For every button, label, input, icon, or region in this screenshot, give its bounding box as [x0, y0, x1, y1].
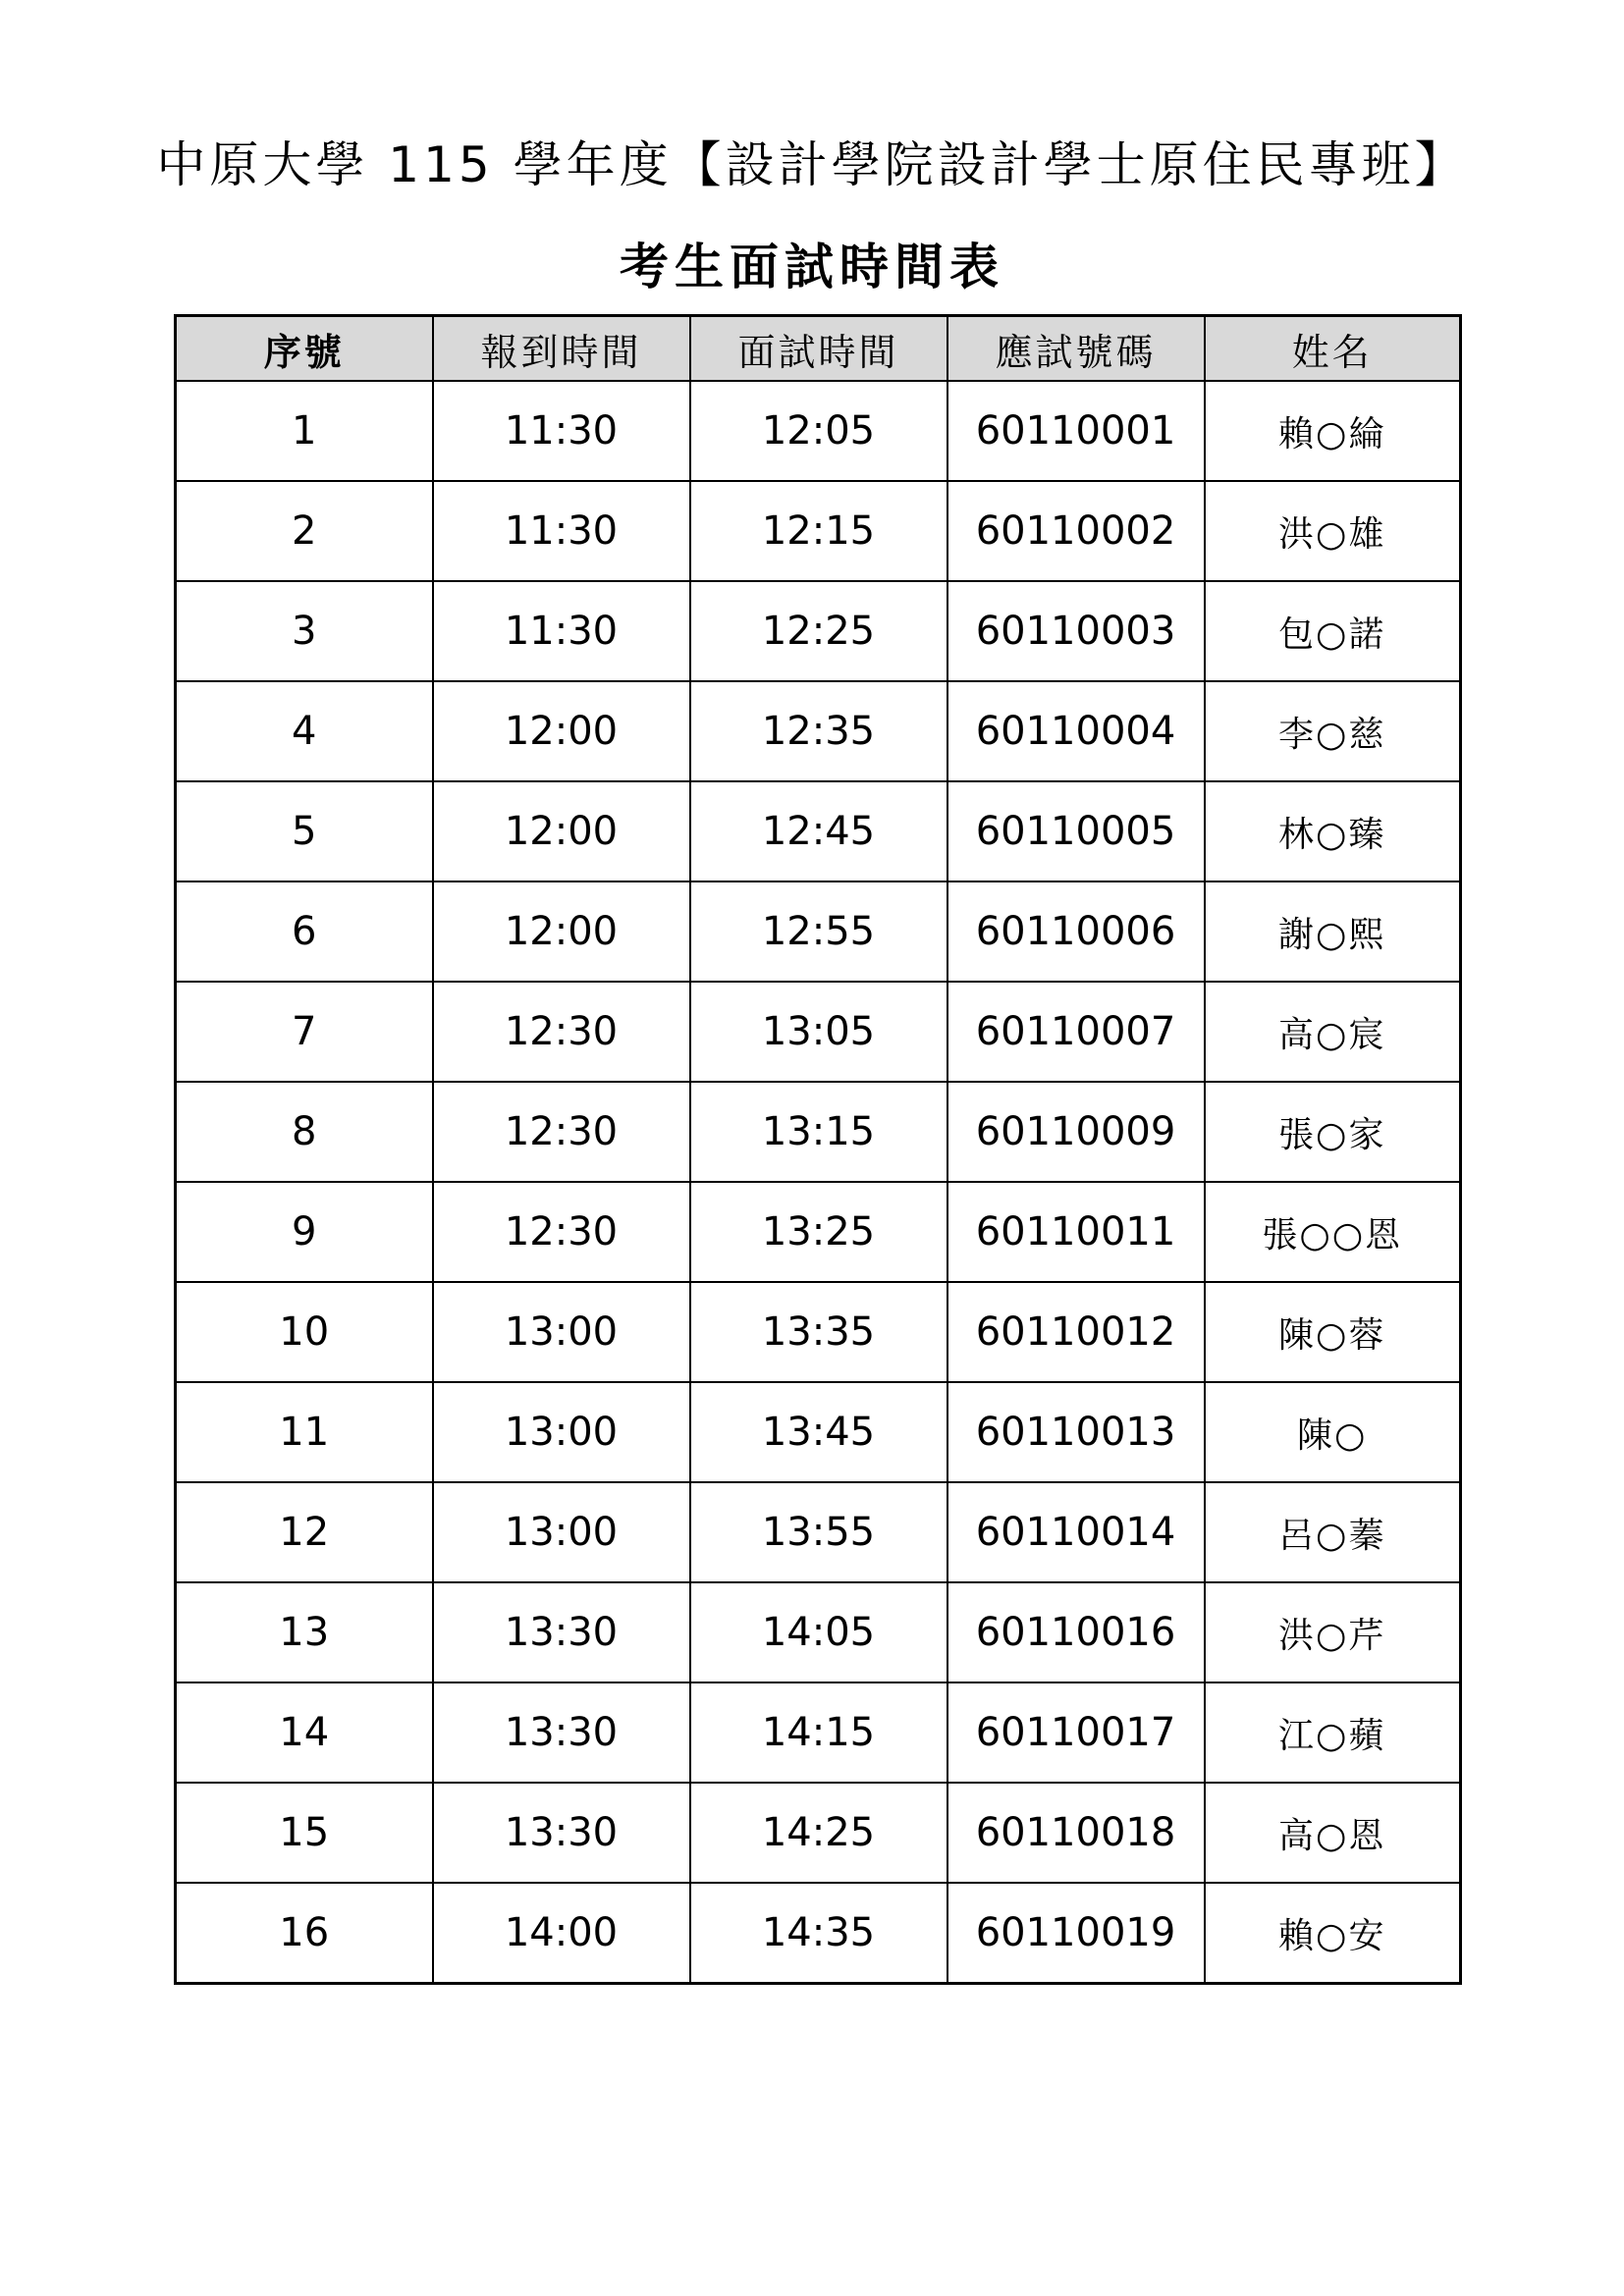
cell-exam-number: 60110009 — [947, 1082, 1205, 1182]
cell-serial-number: 11 — [176, 1382, 433, 1482]
cell-name: 洪○雄 — [1205, 481, 1461, 581]
cell-interview-time: 12:15 — [690, 481, 947, 581]
cell-checkin-time: 12:30 — [433, 1082, 690, 1182]
cell-name: 林○臻 — [1205, 781, 1461, 881]
cell-serial-number: 3 — [176, 581, 433, 681]
cell-name: 賴○安 — [1205, 1883, 1461, 1984]
cell-serial-number: 2 — [176, 481, 433, 581]
cell-interview-time: 12:05 — [690, 381, 947, 481]
cell-exam-number: 60110013 — [947, 1382, 1205, 1482]
table-body — [176, 381, 1461, 1984]
cell-exam-number: 60110016 — [947, 1582, 1205, 1682]
table-row — [176, 982, 1461, 1082]
cell-checkin-time: 13:30 — [433, 1783, 690, 1883]
cell-interview-time: 14:25 — [690, 1783, 947, 1883]
cell-serial-number: 8 — [176, 1082, 433, 1182]
table-row — [176, 381, 1461, 481]
cell-interview-time: 13:05 — [690, 982, 947, 1082]
cell-interview-time: 13:35 — [690, 1282, 947, 1382]
cell-serial-number: 13 — [176, 1582, 433, 1682]
cell-serial-number: 7 — [176, 982, 433, 1082]
cell-name: 呂○蓁 — [1205, 1482, 1461, 1582]
cell-name: 賴○綸 — [1205, 381, 1461, 481]
cell-interview-time: 12:55 — [690, 881, 947, 982]
cell-interview-time: 14:15 — [690, 1682, 947, 1783]
table-row — [176, 1082, 1461, 1182]
cell-serial-number: 1 — [176, 381, 433, 481]
cell-interview-time: 14:35 — [690, 1883, 947, 1984]
cell-name: 江○蘋 — [1205, 1682, 1461, 1783]
cell-serial-number: 15 — [176, 1783, 433, 1883]
cell-checkin-time: 13:30 — [433, 1582, 690, 1682]
cell-exam-number: 60110014 — [947, 1482, 1205, 1582]
cell-serial-number: 10 — [176, 1282, 433, 1382]
table-row — [176, 1382, 1461, 1482]
table-row — [176, 881, 1461, 982]
header-row — [176, 316, 1461, 382]
header-checkin-time: 報到時間 — [433, 316, 690, 382]
cell-interview-time: 14:05 — [690, 1582, 947, 1682]
table-row — [176, 1883, 1461, 1984]
table-row — [176, 1182, 1461, 1282]
cell-exam-number: 60110002 — [947, 481, 1205, 581]
cell-checkin-time: 14:00 — [433, 1883, 690, 1984]
document-title: 中原大學 115 學年度【設計學院設計學士原住民專班】 — [156, 136, 1468, 193]
cell-name: 包○諾 — [1205, 581, 1461, 681]
table-row — [176, 1582, 1461, 1682]
header-name: 姓名 — [1205, 316, 1461, 382]
cell-checkin-time: 12:00 — [433, 681, 690, 781]
cell-checkin-time: 13:00 — [433, 1382, 690, 1482]
table-row — [176, 1783, 1461, 1883]
cell-exam-number: 60110005 — [947, 781, 1205, 881]
cell-serial-number: 16 — [176, 1883, 433, 1984]
header-interview-time: 面試時間 — [690, 316, 947, 382]
cell-name: 李○慈 — [1205, 681, 1461, 781]
cell-name: 陳○蓉 — [1205, 1282, 1461, 1382]
cell-name: 謝○熙 — [1205, 881, 1461, 982]
table-header — [176, 316, 1461, 382]
cell-serial-number: 9 — [176, 1182, 433, 1282]
cell-serial-number: 14 — [176, 1682, 433, 1783]
cell-checkin-time: 12:00 — [433, 881, 690, 982]
cell-serial-number: 6 — [176, 881, 433, 982]
table-row — [176, 581, 1461, 681]
cell-interview-time: 13:15 — [690, 1082, 947, 1182]
header-exam-number: 應試號碼 — [947, 316, 1205, 382]
cell-serial-number: 5 — [176, 781, 433, 881]
cell-checkin-time: 12:30 — [433, 982, 690, 1082]
cell-checkin-time: 13:00 — [433, 1482, 690, 1582]
cell-exam-number: 60110017 — [947, 1682, 1205, 1783]
cell-exam-number: 60110007 — [947, 982, 1205, 1082]
cell-exam-number: 60110006 — [947, 881, 1205, 982]
cell-checkin-time: 13:30 — [433, 1682, 690, 1783]
interview-schedule-table — [174, 314, 1462, 1985]
cell-checkin-time: 11:30 — [433, 481, 690, 581]
cell-exam-number: 60110004 — [947, 681, 1205, 781]
cell-exam-number: 60110011 — [947, 1182, 1205, 1282]
table-row — [176, 781, 1461, 881]
cell-checkin-time: 12:30 — [433, 1182, 690, 1282]
cell-checkin-time: 13:00 — [433, 1282, 690, 1382]
cell-checkin-time: 12:00 — [433, 781, 690, 881]
cell-checkin-time: 11:30 — [433, 581, 690, 681]
cell-exam-number: 60110003 — [947, 581, 1205, 681]
cell-interview-time: 13:45 — [690, 1382, 947, 1482]
cell-serial-number: 4 — [176, 681, 433, 781]
cell-name: 高○恩 — [1205, 1783, 1461, 1883]
cell-serial-number: 12 — [176, 1482, 433, 1582]
cell-name: 張○○恩 — [1205, 1182, 1461, 1282]
cell-interview-time: 12:45 — [690, 781, 947, 881]
cell-name: 高○宸 — [1205, 982, 1461, 1082]
document-subtitle: 考生面試時間表 — [620, 239, 1004, 295]
table-row — [176, 1482, 1461, 1582]
cell-name: 洪○芹 — [1205, 1582, 1461, 1682]
cell-exam-number: 60110019 — [947, 1883, 1205, 1984]
table-row — [176, 1282, 1461, 1382]
cell-checkin-time: 11:30 — [433, 381, 690, 481]
cell-interview-time: 12:25 — [690, 581, 947, 681]
cell-interview-time: 13:25 — [690, 1182, 947, 1282]
cell-interview-time: 13:55 — [690, 1482, 947, 1582]
cell-interview-time: 12:35 — [690, 681, 947, 781]
cell-exam-number: 60110018 — [947, 1783, 1205, 1883]
cell-name: 陳○ — [1205, 1382, 1461, 1482]
header-serial-number: 序號 — [176, 316, 433, 382]
cell-exam-number: 60110012 — [947, 1282, 1205, 1382]
cell-exam-number: 60110001 — [947, 381, 1205, 481]
table-row — [176, 1682, 1461, 1783]
cell-name: 張○家 — [1205, 1082, 1461, 1182]
table-row — [176, 481, 1461, 581]
table-row — [176, 681, 1461, 781]
